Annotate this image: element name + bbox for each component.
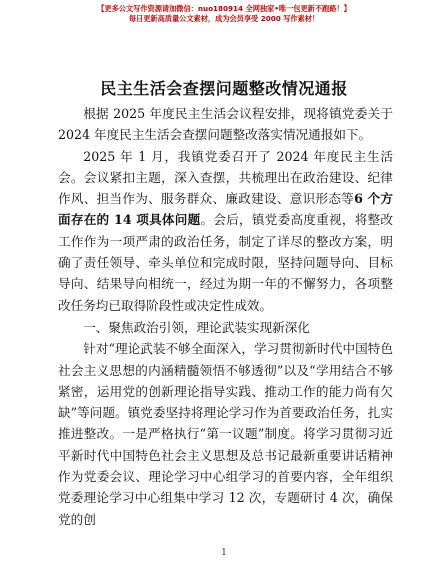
section-heading-1: 一、聚焦政治引领，理论武装实现新深化 bbox=[83, 319, 310, 335]
overview-bold-count: 6 个方面存在的 14 项具体问题 bbox=[58, 191, 394, 228]
paragraph-section-1: 针对“理论武装不够全面深入，学习贯彻新时代中国特色社会主义思想的内涵精髓领悟不够透彻”以及“学用结合不够紧密，运用党的创新理论指导实践、推动工作的能力尚有欠缺”等问题。镇党委坚持将理论学习作为首要政治任务，扎实推进整改。一是严格执行“第一议题”制度。将学习贯彻习近平新时代中国特色社会主义思想及总书记最新重要讲话精神作为党委会议、理论学习中心组学习的首要内容，全年组织党委理论学习中心组集中学习 12 次，专题研讨 4 次，确保党的创 bbox=[58, 341, 393, 527]
paragraph-intro: 根据 2025 年度民主生活会议程安排，现将镇党委关于 2024 年度民主生活会查摆问题整改落实情况通报如下。 bbox=[58, 106, 393, 143]
document-title: 民主生活会查摆问题整改情况通报 bbox=[100, 79, 348, 98]
paragraph-overview bbox=[58, 146, 393, 316]
promo-line-2: 每日更新高质量公文素材，成为会员享受 2000 写作素材！ bbox=[128, 14, 320, 23]
promo-banner bbox=[0, 4, 448, 24]
overview-text-2: 。会后，镇党委高度重视，将整改工作作为一项严肃的政治任务，制定了详尽的整改方案，明确了责任领导、牵头单位和完成时限，坚持问题导向、目标导向、结果导向相统一，经过为期一年的不懈努力，各项整改任务均已取得阶段性或决定性成效。 bbox=[58, 212, 394, 313]
overview-text-1: 2025 年 1 月，我镇党委召开了 2024 年度民主生活会。会议紧扣主题，深入查摆，共梳理出在政治建设、纪律作风、担当作为、服务群众、廉政建设、意识形态等 bbox=[58, 148, 393, 207]
document-body bbox=[58, 103, 393, 530]
promo-line-1: 【更多公文写作资源请加微信：nuo180914 全网独家•唯一包更新不跑路！】 bbox=[97, 4, 351, 13]
page-number: 1 bbox=[221, 548, 227, 558]
